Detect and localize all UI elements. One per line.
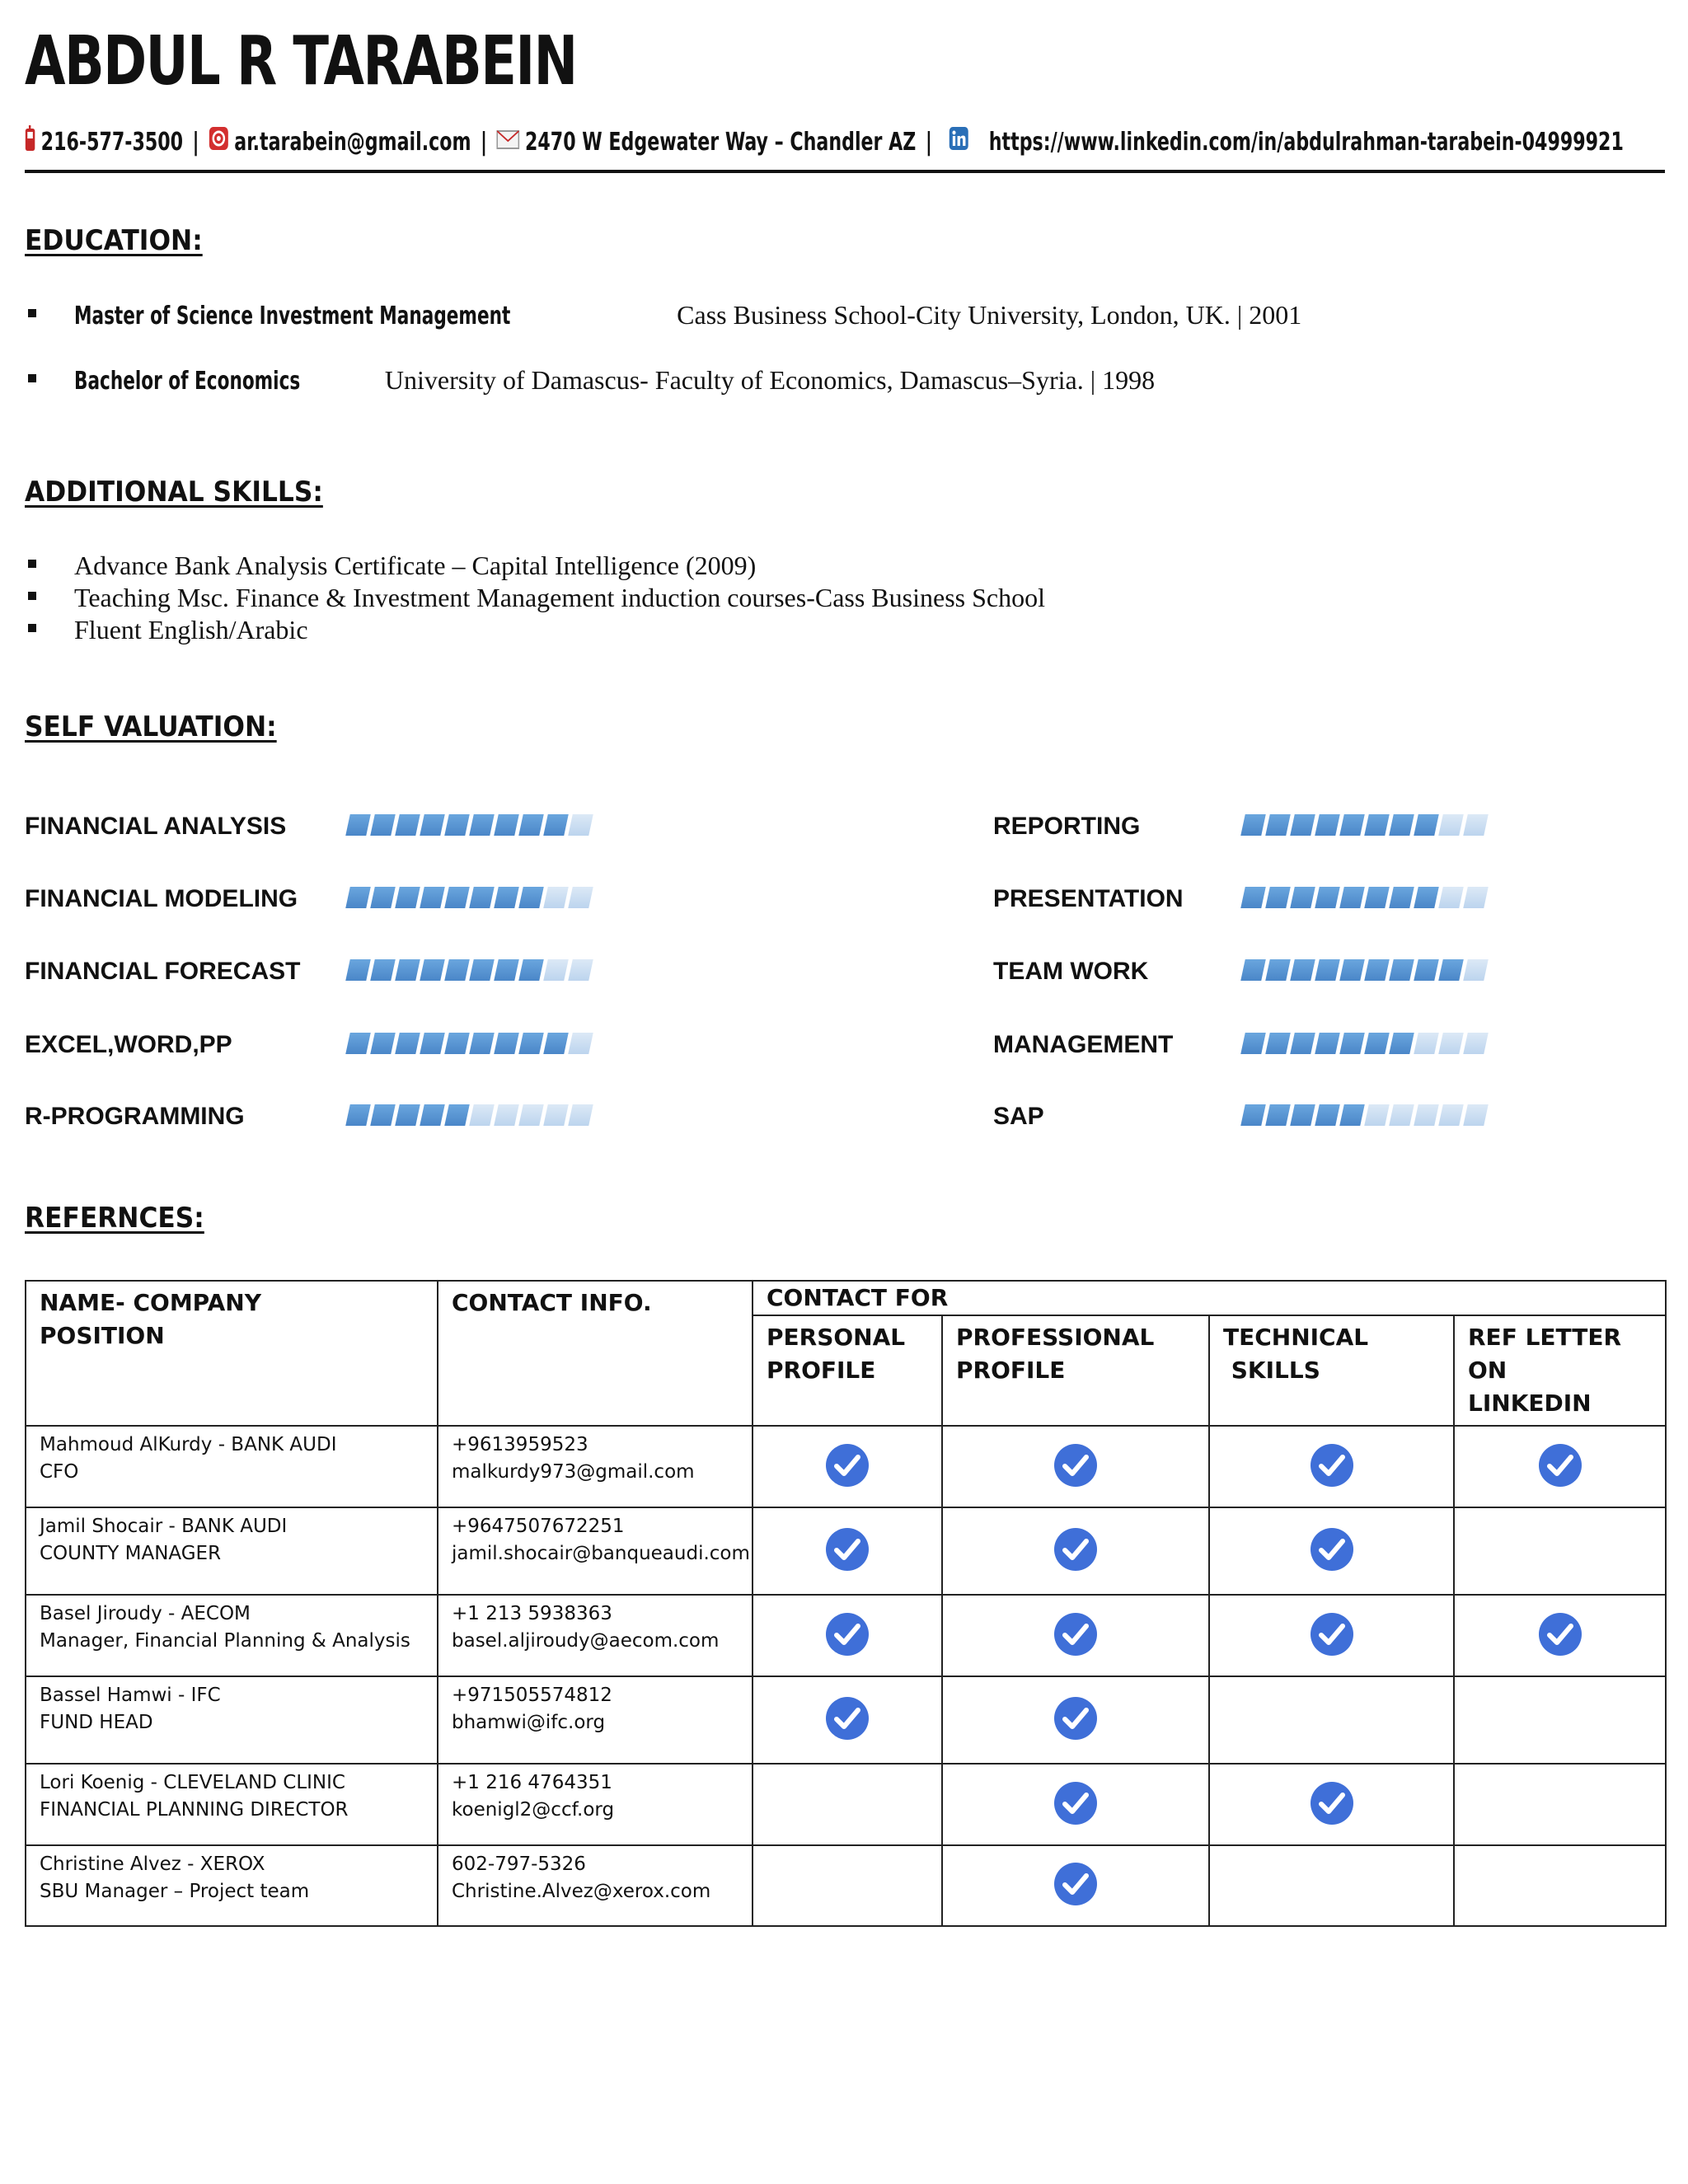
check-icon: [1538, 1443, 1582, 1488]
reference-name: Mahmoud AlKurdy - BANK AUDI: [40, 1434, 337, 1455]
education-item: [25, 300, 1301, 330]
reference-contact-cell: [438, 1676, 753, 1764]
rating-segment-filled: [420, 1104, 445, 1126]
rating-segment-filled: [345, 1033, 371, 1054]
education-item: [25, 365, 1155, 396]
rating-segment-filled: [469, 887, 495, 908]
rating-segment-filled: [1290, 1033, 1315, 1054]
reference-email[interactable]: malkurdy973@gmail.com: [452, 1461, 695, 1483]
skill-label: R-PROGRAMMING: [25, 1103, 245, 1130]
reference-name-cell: [26, 1426, 438, 1507]
contact-for-cell: [1454, 1764, 1666, 1845]
rating-segment-filled: [370, 887, 396, 908]
skill-label: FINANCIAL ANALYSIS: [25, 813, 287, 840]
rating-segment-empty: [469, 1104, 495, 1126]
references-title: REFERNCES:: [25, 1202, 204, 1235]
reference-email[interactable]: Christine.Alvez@xerox.com: [452, 1881, 711, 1902]
check-icon: [1538, 1612, 1582, 1657]
additional-skills-title: ADDITIONAL SKILLS:: [25, 476, 323, 509]
reference-position: Manager, Financial Planning & Analysis: [40, 1630, 410, 1652]
rating-segment-filled: [420, 814, 445, 836]
reference-contact-cell: [438, 1426, 753, 1507]
linkedin-icon: [949, 126, 969, 157]
check-icon: [825, 1527, 870, 1572]
check-icon: [1053, 1527, 1098, 1572]
bullet-icon: [28, 624, 36, 632]
reference-position: FUND HEAD: [40, 1712, 153, 1733]
contact-for-cell: [942, 1595, 1209, 1676]
skill-text: Teaching Msc. Finance & Investment Management induction courses-Cass Business School: [74, 583, 1045, 612]
rating-segment-empty: [1364, 1104, 1390, 1126]
table-row: [26, 1595, 1666, 1676]
reference-email[interactable]: basel.aljiroudy@aecom.com: [452, 1630, 720, 1652]
separator: |: [480, 127, 488, 157]
table-row: [26, 1764, 1666, 1845]
rating-segment-empty: [1438, 1104, 1464, 1126]
contact-for-cell: [1209, 1845, 1454, 1926]
check-icon: [1053, 1696, 1098, 1741]
table-row: [26, 1507, 1666, 1595]
rating-segment-filled: [1315, 814, 1340, 836]
rating-segment-empty: [1414, 1033, 1439, 1054]
rating-segment-filled: [1290, 1104, 1315, 1126]
degree: Bachelor of Economics: [74, 367, 301, 396]
skill-rating-bar: [348, 959, 591, 981]
rating-segment-filled: [345, 814, 371, 836]
check-icon: [825, 1612, 870, 1657]
contact-for-cell: [1454, 1676, 1666, 1764]
phone-icon: [25, 125, 35, 158]
reference-name: Christine Alvez - XEROX: [40, 1854, 265, 1875]
skill-rating-bar: [348, 1033, 591, 1054]
rating-segment-filled: [1389, 1033, 1414, 1054]
rating-segment-filled: [494, 887, 519, 908]
reference-phone[interactable]: +9647507672251: [452, 1516, 625, 1537]
reference-phone[interactable]: 602-797-5326: [452, 1854, 586, 1875]
rating-segment-empty: [1463, 1033, 1489, 1054]
contact-for-cell: [942, 1676, 1209, 1764]
reference-contact-cell: [438, 1845, 753, 1926]
rating-segment-filled: [494, 959, 519, 981]
rating-segment-filled: [444, 814, 470, 836]
rating-segment-filled: [1438, 959, 1464, 981]
contact-for-cell: [1209, 1426, 1454, 1507]
bullet-icon: [28, 374, 36, 382]
skill-rating-bar: [348, 1104, 591, 1126]
degree: Master of Science Investment Management: [74, 302, 511, 330]
rating-segment-filled: [1339, 1104, 1365, 1126]
rating-segment-empty: [1463, 887, 1489, 908]
skill-item: [25, 551, 756, 581]
skill-rating-bar: [1243, 1033, 1486, 1054]
rating-segment-filled: [1389, 814, 1414, 836]
rating-segment-empty: [1414, 1104, 1439, 1126]
reference-position: COUNTY MANAGER: [40, 1543, 222, 1564]
rating-segment-filled: [518, 887, 544, 908]
reference-contact-cell: [438, 1507, 753, 1595]
rating-segment-filled: [1240, 959, 1266, 981]
separator: |: [925, 127, 932, 157]
rating-segment-filled: [1290, 887, 1315, 908]
contact-for-cell: [1209, 1595, 1454, 1676]
rating-segment-filled: [1364, 814, 1390, 836]
rating-segment-filled: [444, 1104, 470, 1126]
rating-segment-empty: [568, 887, 593, 908]
rating-segment-filled: [1265, 1033, 1291, 1054]
phone-number[interactable]: 216-577-3500: [40, 127, 184, 157]
rating-segment-filled: [1290, 814, 1315, 836]
skill-rating-bar: [1243, 1104, 1486, 1126]
table-row: [26, 1845, 1666, 1926]
rating-segment-filled: [370, 959, 396, 981]
bullet-icon: [28, 560, 36, 568]
rating-segment-filled: [1265, 887, 1291, 908]
contact-for-cell: [942, 1764, 1209, 1845]
rating-segment-empty: [568, 1104, 593, 1126]
rating-segment-filled: [370, 814, 396, 836]
skill-rating-bar: [348, 814, 591, 836]
reference-email[interactable]: jamil.shocair@banqueaudi.com: [452, 1543, 750, 1564]
rating-segment-empty: [1438, 814, 1464, 836]
skill-label: SAP: [993, 1103, 1044, 1130]
check-icon: [1053, 1862, 1098, 1906]
skill-label: REPORTING: [993, 813, 1141, 840]
email-icon: [209, 126, 229, 157]
rating-segment-filled: [469, 814, 495, 836]
reference-position: FINANCIAL PLANNING DIRECTOR: [40, 1799, 349, 1821]
column-header-name: NAME- COMPANY POSITION: [26, 1281, 438, 1426]
skill-label: FINANCIAL MODELING: [25, 885, 298, 912]
reference-email[interactable]: bhamwi@ifc.org: [452, 1712, 606, 1733]
reference-name-cell: [26, 1507, 438, 1595]
column-header-contact-for: CONTACT FOR: [753, 1281, 1666, 1315]
contact-for-cell: [753, 1507, 942, 1595]
rating-segment-filled: [1265, 814, 1291, 836]
rating-segment-filled: [1414, 887, 1439, 908]
check-icon: [1053, 1612, 1098, 1657]
rating-segment-filled: [518, 1033, 544, 1054]
rating-segment-filled: [494, 814, 519, 836]
contact-for-cell: [1454, 1595, 1666, 1676]
rating-segment-empty: [543, 1104, 569, 1126]
reference-name-cell: [26, 1845, 438, 1926]
rating-segment-filled: [444, 887, 470, 908]
reference-name: Jamil Shocair - BANK AUDI: [40, 1516, 288, 1537]
rating-segment-empty: [1463, 959, 1489, 981]
postal-address: 2470 W Edgewater Way – Chandler AZ: [524, 127, 917, 157]
rating-segment-filled: [1315, 959, 1340, 981]
rating-segment-filled: [395, 1033, 420, 1054]
rating-segment-filled: [1265, 1104, 1291, 1126]
rating-segment-filled: [1339, 959, 1365, 981]
skill-rating-bar: [1243, 959, 1486, 981]
contact-for-cell: [1209, 1764, 1454, 1845]
contact-for-cell: [1209, 1676, 1454, 1764]
contact-for-cell: [753, 1764, 942, 1845]
rating-segment-empty: [1438, 1033, 1464, 1054]
table-row: [26, 1426, 1666, 1507]
rating-segment-empty: [543, 887, 569, 908]
contact-line: [25, 122, 1624, 162]
table-row: [26, 1676, 1666, 1764]
contact-for-cell: [1209, 1507, 1454, 1595]
degree-detail: University of Damascus- Faculty of Economics, Damascus–Syria. | 1998: [384, 365, 1156, 395]
rating-segment-filled: [1389, 959, 1414, 981]
reference-position: CFO: [40, 1461, 79, 1483]
reference-name: Basel Jiroudy - AECOM: [40, 1603, 251, 1624]
rating-segment-empty: [1389, 1104, 1414, 1126]
rating-segment-filled: [1315, 887, 1340, 908]
rating-segment-filled: [1265, 959, 1291, 981]
check-icon: [1310, 1781, 1354, 1825]
rating-segment-empty: [543, 959, 569, 981]
rating-segment-filled: [494, 1033, 519, 1054]
bullet-icon: [28, 309, 36, 317]
contact-for-cell: [942, 1426, 1209, 1507]
references-table: [25, 1280, 1667, 1927]
check-icon: [825, 1696, 870, 1741]
contact-for-cell: [753, 1595, 942, 1676]
linkedin-url[interactable]: https://www.linkedin.com/in/abdulrahman-tarabein-04999921: [988, 127, 1624, 157]
skill-label: EXCEL,WORD,PP: [25, 1031, 232, 1058]
rating-segment-filled: [1290, 959, 1315, 981]
rating-segment-empty: [494, 1104, 519, 1126]
reference-phone[interactable]: +9613959523: [452, 1434, 588, 1455]
reference-name-cell: [26, 1676, 438, 1764]
contact-for-cell: [1454, 1845, 1666, 1926]
rating-segment-filled: [1240, 814, 1266, 836]
rating-segment-empty: [518, 1104, 544, 1126]
rating-segment-empty: [1438, 887, 1464, 908]
rating-segment-filled: [1339, 814, 1365, 836]
rating-segment-filled: [469, 959, 495, 981]
rating-segment-empty: [568, 814, 593, 836]
contact-for-cell: [1454, 1507, 1666, 1595]
rating-segment-filled: [469, 1033, 495, 1054]
reference-name-cell: [26, 1595, 438, 1676]
check-icon: [1310, 1612, 1354, 1657]
rating-segment-filled: [1414, 814, 1439, 836]
rating-segment-filled: [1414, 959, 1439, 981]
rating-segment-filled: [395, 887, 420, 908]
rating-segment-filled: [1339, 887, 1365, 908]
contact-for-cell: [753, 1845, 942, 1926]
rating-segment-filled: [543, 1033, 569, 1054]
reference-contact-cell: [438, 1764, 753, 1845]
skill-item: [25, 583, 1045, 613]
rating-segment-filled: [1240, 887, 1266, 908]
envelope-icon: [497, 128, 520, 157]
skill-rating-bar: [348, 887, 591, 908]
rating-segment-filled: [1364, 1033, 1390, 1054]
rating-segment-filled: [1364, 887, 1390, 908]
table-header-row: [26, 1281, 1666, 1315]
column-header-contact: CONTACT INFO.: [438, 1281, 753, 1426]
contact-for-cell: [1454, 1426, 1666, 1507]
rating-segment-filled: [1364, 959, 1390, 981]
rating-segment-filled: [1339, 1033, 1365, 1054]
skill-item: [25, 615, 308, 645]
rating-segment-filled: [345, 887, 371, 908]
degree-detail: Cass Business School-City University, London, UK. | 2001: [677, 300, 1302, 330]
rating-segment-empty: [1463, 1104, 1489, 1126]
email-address[interactable]: ar.tarabein@gmail.com: [234, 127, 471, 157]
reference-contact-cell: [438, 1595, 753, 1676]
reference-name: Bassel Hamwi - IFC: [40, 1685, 221, 1706]
rating-segment-filled: [420, 887, 445, 908]
rating-segment-filled: [1240, 1104, 1266, 1126]
header-divider: [25, 170, 1665, 173]
rating-segment-filled: [420, 1033, 445, 1054]
self-valuation-title: SELF VALUATION:: [25, 710, 277, 743]
check-icon: [1310, 1443, 1354, 1488]
contact-for-cell: [753, 1676, 942, 1764]
rating-segment-filled: [1315, 1033, 1340, 1054]
rating-segment-filled: [420, 959, 445, 981]
education-title: EDUCATION:: [25, 224, 203, 257]
skill-label: FINANCIAL FORECAST: [25, 958, 301, 985]
rating-segment-filled: [395, 814, 420, 836]
skill-label: TEAM WORK: [993, 958, 1149, 985]
column-header-professional: PROFESSIONAL PROFILE: [942, 1315, 1209, 1426]
rating-segment-filled: [518, 959, 544, 981]
check-icon: [825, 1443, 870, 1488]
column-header-personal: PERSONAL PROFILE: [753, 1315, 942, 1426]
separator: |: [192, 127, 199, 157]
reference-phone[interactable]: +1 216 4764351: [452, 1772, 612, 1793]
skill-rating-bar: [1243, 887, 1486, 908]
rating-segment-filled: [395, 1104, 420, 1126]
rating-segment-filled: [1389, 887, 1414, 908]
reference-position: SBU Manager – Project team: [40, 1881, 310, 1902]
rating-segment-filled: [370, 1033, 396, 1054]
rating-segment-filled: [444, 1033, 470, 1054]
reference-name: Lori Koenig - CLEVELAND CLINIC: [40, 1772, 345, 1793]
rating-segment-filled: [370, 1104, 396, 1126]
skill-label: MANAGEMENT: [993, 1031, 1174, 1058]
rating-segment-filled: [518, 814, 544, 836]
check-icon: [1053, 1781, 1098, 1825]
rating-segment-filled: [444, 959, 470, 981]
rating-segment-filled: [1315, 1104, 1340, 1126]
rating-segment-filled: [345, 959, 371, 981]
rating-segment-empty: [568, 1033, 593, 1054]
skill-label: PRESENTATION: [993, 885, 1184, 912]
skill-rating-bar: [1243, 814, 1486, 836]
reference-name-cell: [26, 1764, 438, 1845]
reference-phone[interactable]: +1 213 5938363: [452, 1603, 612, 1624]
column-header-technical: TECHNICAL SKILLS: [1209, 1315, 1454, 1426]
bullet-icon: [28, 592, 36, 600]
contact-for-cell: [942, 1845, 1209, 1926]
rating-segment-filled: [395, 959, 420, 981]
rating-segment-empty: [568, 959, 593, 981]
rating-segment-filled: [345, 1104, 371, 1126]
contact-for-cell: [942, 1507, 1209, 1595]
column-header-ref-letter: REF LETTER ON LINKEDIN: [1454, 1315, 1666, 1426]
candidate-name: ABDUL R TARABEIN: [25, 22, 577, 101]
contact-for-cell: [753, 1426, 942, 1507]
check-icon: [1053, 1443, 1098, 1488]
check-icon: [1310, 1527, 1354, 1572]
reference-email[interactable]: koenigl2@ccf.org: [452, 1799, 615, 1821]
rating-segment-filled: [543, 814, 569, 836]
reference-phone[interactable]: +971505574812: [452, 1685, 612, 1706]
skill-text: Advance Bank Analysis Certificate – Capital Intelligence (2009): [74, 551, 757, 580]
skill-text: Fluent English/Arabic: [74, 615, 308, 644]
rating-segment-empty: [1463, 814, 1489, 836]
rating-segment-filled: [1240, 1033, 1266, 1054]
